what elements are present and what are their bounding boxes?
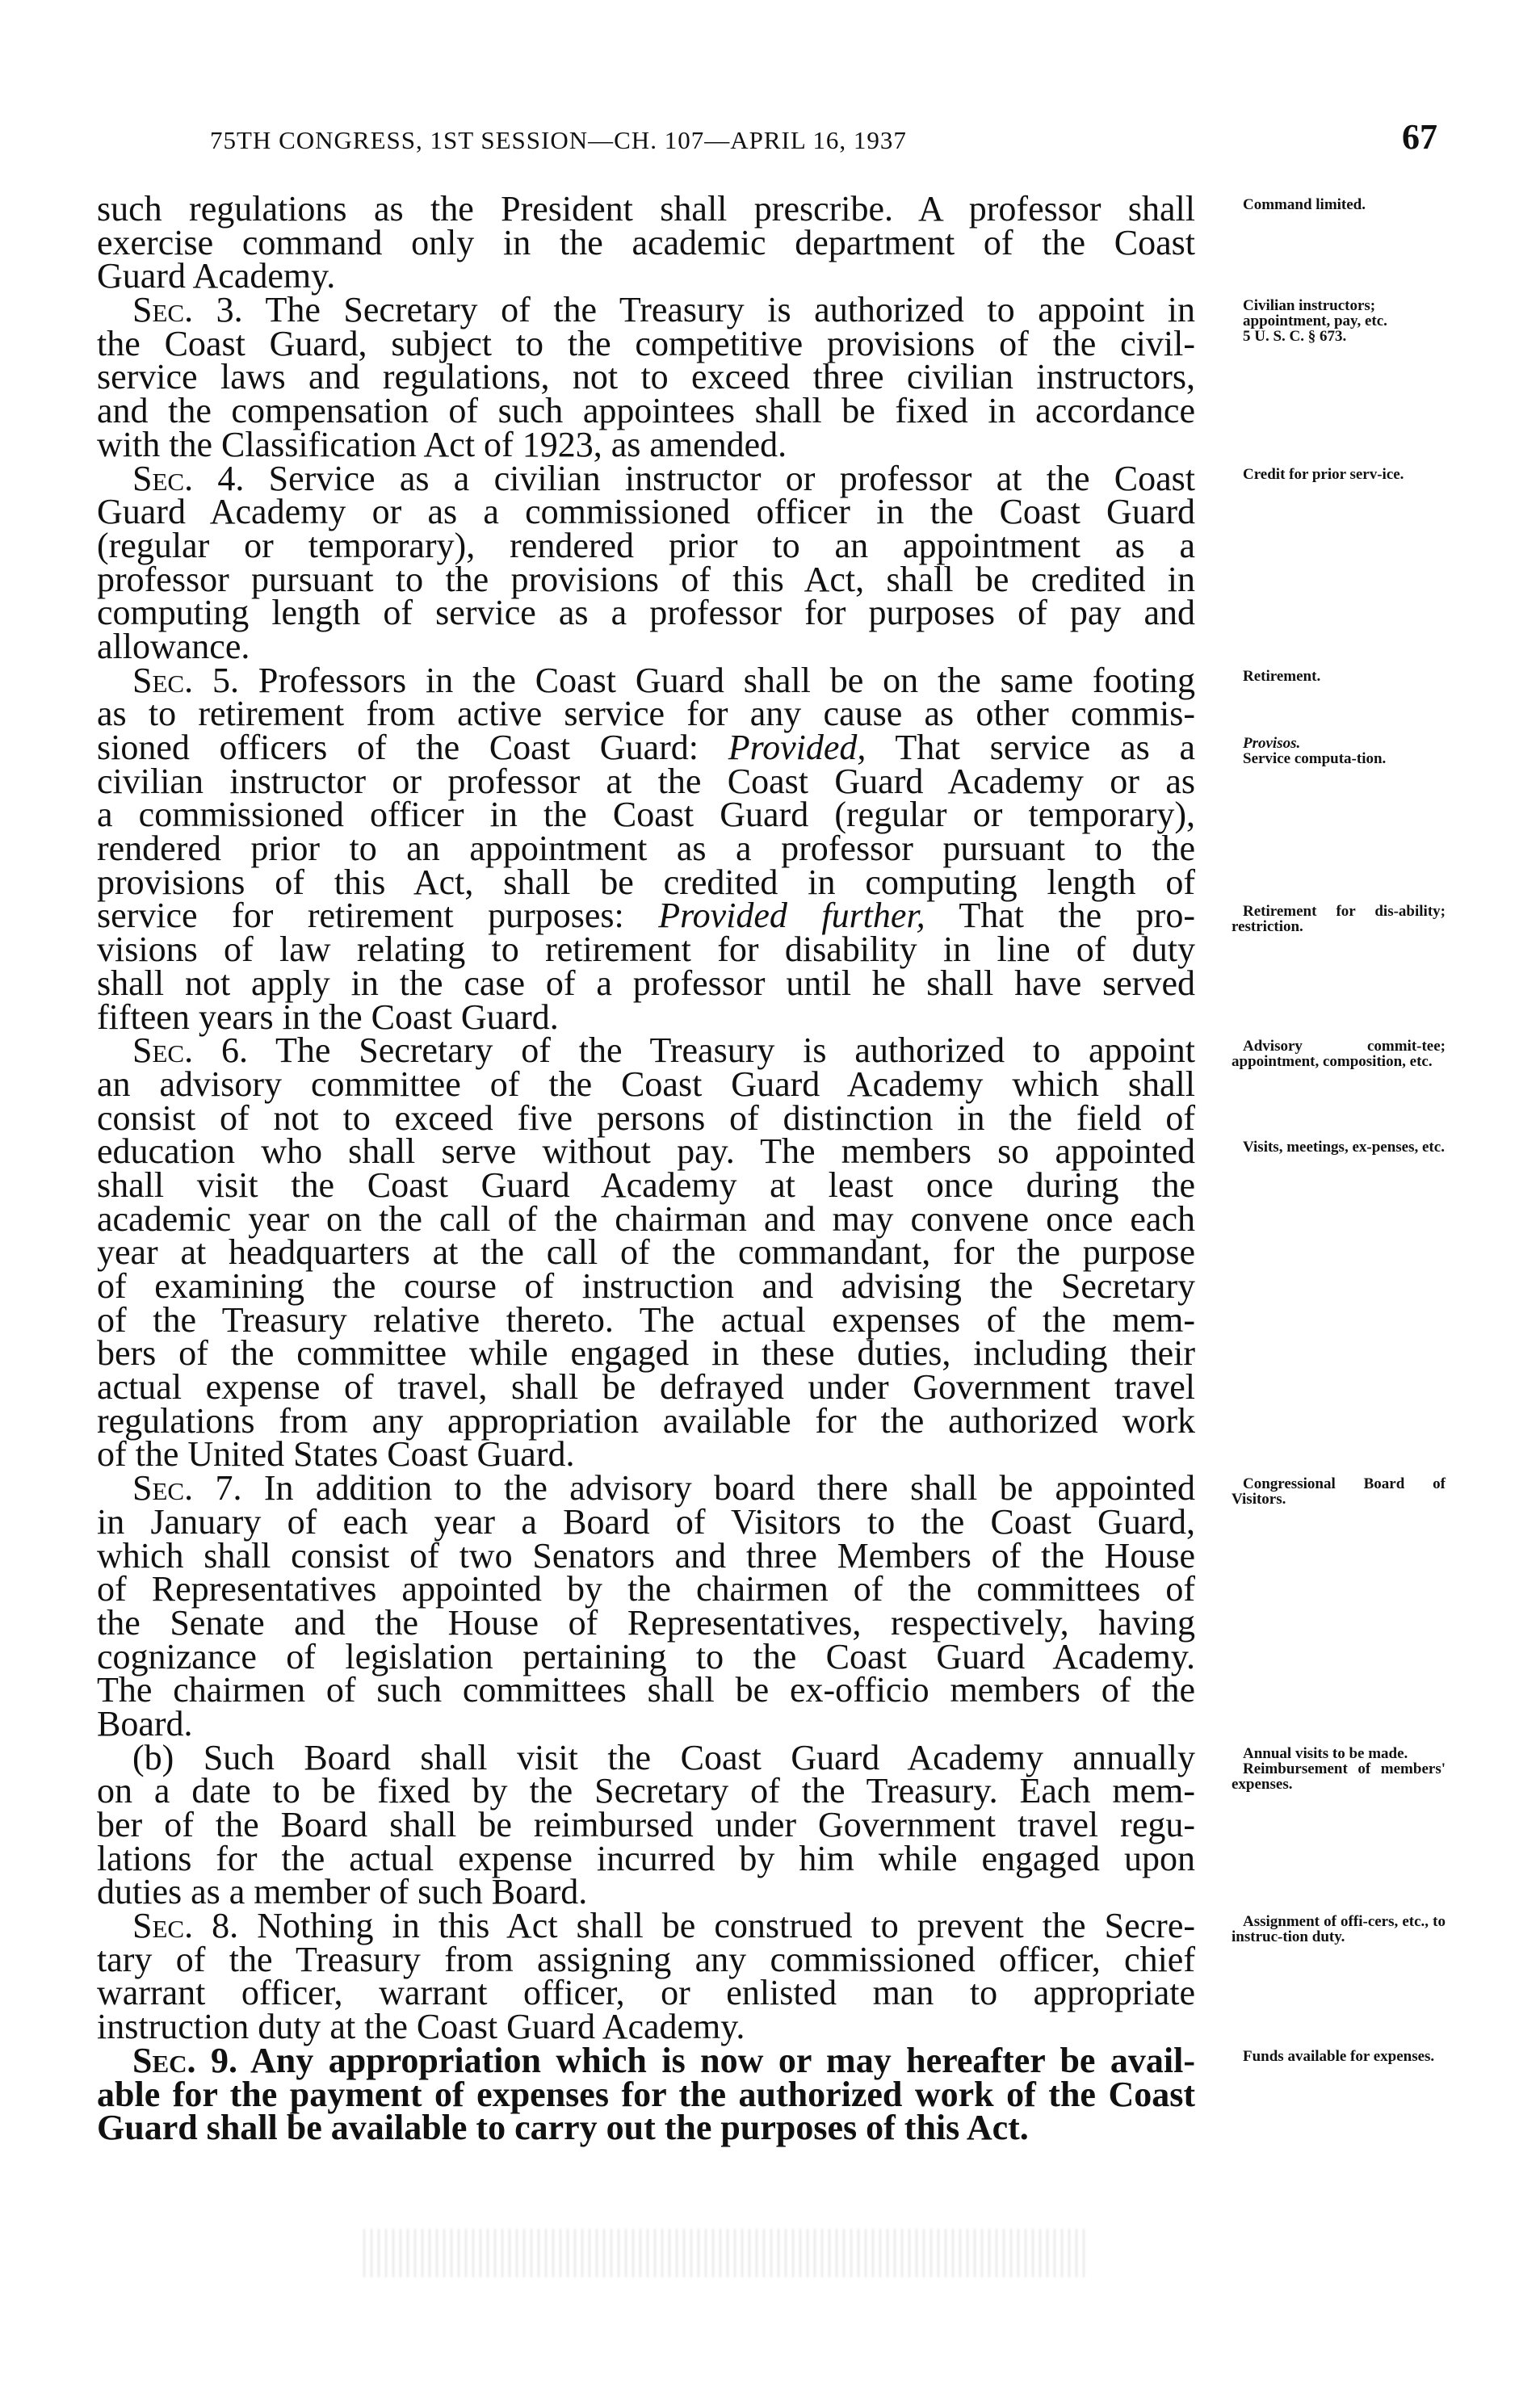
text-run: (b) Such Board shall visit the Coast Guard Academy annually: [132, 1737, 1195, 1777]
text-run: Board.: [97, 1703, 193, 1743]
text-run: lations for the actual expense incurred by him while engaged upon: [97, 1838, 1195, 1878]
text-run: the Coast Guard, subject to the competitive provisions of the civil-: [97, 323, 1195, 363]
text-run: of the Treasury relative thereto. The actual expenses of the mem-: [97, 1299, 1195, 1340]
text-run: That the pro-: [925, 896, 1195, 936]
margin-note: [1232, 904, 1446, 934]
text-line: [97, 1164, 1195, 1205]
text-line: [97, 1805, 1195, 1844]
text-line: [97, 1973, 1195, 2013]
text-run: cognizance of legislation pertaining to the Coast Guard Academy.: [97, 1636, 1195, 1676]
text-run: exercise command only in the academic department of the Coast: [97, 222, 1195, 262]
section-label: Sec.: [132, 290, 194, 330]
text-line: [97, 1400, 1195, 1441]
text-line: [97, 256, 1195, 296]
section-label: Sec.: [132, 1468, 194, 1509]
text-line: [97, 1198, 1195, 1239]
margin-note-text: Reimbursement of members' expenses.: [1232, 1760, 1446, 1793]
text-line: [97, 728, 1387, 767]
text-line: [97, 492, 1195, 532]
text-run: service for retirement purposes:: [97, 896, 659, 936]
text-run: 4. Service as a civilian instructor or professor at the Coast: [193, 458, 1195, 498]
margin-note-text: Assignment of offi-cers, etc., to instruc-tion duty.: [1232, 1913, 1446, 1946]
text-line: [97, 1636, 1195, 1676]
text-run: 6. The Secretary of the Treasury is authorized to appoint: [193, 1030, 1195, 1071]
section-label: Sec.: [132, 2040, 196, 2080]
margin-note-text: Service computa-tion.: [1243, 750, 1387, 767]
text-line: [97, 357, 1195, 397]
text-run: service laws and regulations, not to exceed three civilian instructors,: [97, 357, 1195, 397]
margin-note: [1232, 197, 1446, 212]
text-line: [97, 391, 1195, 431]
text-line: [97, 626, 1195, 666]
text-line: [97, 1906, 1446, 1946]
text-run: 8. Nothing in this Act shall be construed to prevent the Secre-: [193, 1906, 1195, 1946]
text-run: ber of the Board shall be reimbursed under Government travel regu-: [97, 1805, 1195, 1844]
text-run: of examining the course of instruction and advising the Secretary: [97, 1266, 1195, 1306]
section-label: Sec.: [132, 660, 194, 700]
text-line: [97, 1299, 1195, 1340]
margin-note: [1232, 1476, 1446, 1507]
text-run: Guard Academy or as a commissioned officer in the Coast Guard: [97, 492, 1195, 532]
text-run: 9. Any appropriation which is now or may hereafter be avail-: [195, 2040, 1195, 2080]
text-run: Guard Academy.: [97, 256, 336, 296]
text-run: professor pursuant to the provisions of this Act, shall be credited in: [97, 559, 1195, 599]
text-run: actual expense of travel, shall be defrayed under Government travel: [97, 1367, 1195, 1408]
text-run: computing length of service as a professor for purposes of pay and: [97, 593, 1195, 633]
text-line: [97, 458, 1404, 498]
text-line: [97, 1468, 1446, 1509]
margin-note-text: Credit for prior serv-ice.: [1243, 465, 1404, 483]
text-run: 3. The Secretary of the Treasury is authorized to appoint in: [193, 290, 1195, 330]
text-line: [97, 829, 1195, 869]
running-header: [97, 117, 1437, 162]
section-label: Sec.: [132, 1906, 194, 1946]
text-run: provisions of this Act, shall be credited in computing length of: [97, 862, 1195, 902]
text-line: [97, 1602, 1195, 1643]
text-line: [97, 1030, 1446, 1071]
text-run: shall not apply in the case of a professor until he shall have served: [97, 963, 1195, 1003]
text-run: which shall consist of two Senators and three Members of the House: [97, 1535, 1195, 1576]
text-run: (regular or temporary), rendered prior to an appointment as a: [97, 525, 1195, 565]
text-run: of Representatives appointed by the chairmen of the committees of: [97, 1569, 1195, 1609]
text-run: fifteen years in the Coast Guard.: [97, 997, 559, 1037]
header-title: 75TH CONGRESS, 1ST SESSION—CH. 107—APRIL 16, 1937: [210, 126, 907, 154]
text-run: rendered prior to an appointment as a professor pursuant to the: [97, 829, 1195, 869]
text-line: [97, 929, 1195, 970]
text-run: of the United States Coast Guard.: [97, 1434, 575, 1475]
margin-note: [1232, 669, 1446, 684]
text-line: [97, 1670, 1195, 1710]
text-line: [97, 2040, 1435, 2080]
text-run: civilian instructor or professor at the Coast Guard Academy or as: [97, 761, 1195, 801]
text-run: education who shall serve without pay. The members so appointed: [97, 1131, 1195, 1172]
text-line: [97, 1872, 1195, 1912]
text-run: as to retirement from active service for any cause as other commis-: [97, 694, 1195, 734]
statute-text: [97, 189, 1446, 2148]
text-run: sioned officers of the Coast Guard:: [97, 728, 728, 767]
text-run: academic year on the call of the chairman and may convene once each: [97, 1198, 1195, 1239]
margin-note-text: Advisory commit-tee; appointment, composition, etc.: [1232, 1038, 1446, 1071]
text-line: [97, 424, 1195, 464]
text-line: [97, 2007, 1195, 2047]
text-run: Guard shall be available to carry out the purposes of this Act.: [97, 2108, 1029, 2148]
text-run: allowance.: [97, 626, 250, 666]
text-line: [97, 1838, 1195, 1878]
margin-note: [1232, 1039, 1446, 1069]
text-run: instruction duty at the Coast Guard Academy.: [97, 2007, 745, 2047]
margin-note: [1232, 467, 1446, 482]
text-line: [97, 189, 1366, 229]
text-line: [97, 896, 1446, 936]
text-run: consist of not to exceed five persons of distinction in the field of: [97, 1097, 1195, 1138]
text-run: such regulations as the President shall prescribe. A professor shall: [97, 189, 1195, 229]
text-line: [97, 694, 1195, 734]
text-run: The chairmen of such committees shall be ex-officio members of the: [97, 1670, 1195, 1710]
margin-note: [1232, 2049, 1446, 2064]
margin-note-text: Retirement.: [1243, 667, 1321, 685]
text-line: [97, 862, 1195, 902]
text-line: [97, 1266, 1195, 1306]
text-run: That service as a: [866, 728, 1195, 767]
text-run: and the compensation of such appointees shall be fixed in accordance: [97, 391, 1195, 431]
text-run: the Senate and the House of Representatives, respectively, having: [97, 1602, 1195, 1643]
text-line: [97, 1703, 1195, 1743]
text-line: [97, 1232, 1195, 1273]
margin-note-text: appointment, pay, etc.: [1243, 313, 1387, 330]
text-line: [97, 1939, 1195, 1979]
text-line: [97, 761, 1195, 801]
margin-note-text: Retirement for dis-ability; restriction.: [1232, 903, 1446, 936]
text-run: tary of the Treasury from assigning any commissioned officer, chief: [97, 1939, 1195, 1979]
margin-note: [1232, 1746, 1446, 1792]
text-line: [97, 593, 1195, 633]
margin-note: [1232, 1914, 1446, 1945]
text-line: [97, 1501, 1195, 1542]
margin-note-text: Provisos.: [1243, 735, 1301, 752]
text-line: [97, 222, 1195, 262]
margin-note-text: 5 U. S. C. § 673.: [1243, 328, 1347, 346]
margin-note-text: Visits, meetings, ex-penses, etc.: [1243, 1139, 1445, 1156]
margin-note: [1232, 1139, 1446, 1155]
text-run: visions of law relating to retirement for disability in line of duty: [97, 929, 1195, 970]
text-line: [97, 1569, 1195, 1609]
text-line: [97, 963, 1195, 1003]
text-line: [97, 2074, 1195, 2114]
text-line: [97, 1535, 1195, 1576]
margin-note: [1232, 298, 1446, 344]
text-run: duties as a member of such Board.: [97, 1872, 588, 1912]
text-line: [97, 795, 1195, 835]
scan-artifact: [363, 2229, 1090, 2277]
margin-note-text: Funds available for expenses.: [1243, 2047, 1435, 2065]
margin-note-text: Congressional Board of Visitors.: [1232, 1475, 1446, 1509]
text-run: on a date to be fixed by the Secretary of the Treasury. Each mem-: [97, 1771, 1195, 1811]
text-line: [97, 525, 1195, 565]
text-line: [97, 1367, 1195, 1408]
text-run: 5. Professors in the Coast Guard shall be on the same footing: [193, 660, 1195, 700]
text-run: in January of each year a Board of Visitors to the Coast Guard,: [97, 1501, 1195, 1542]
text-run: with the Classification Act of 1923, as amended.: [97, 424, 787, 464]
margin-note-text: Civilian instructors;: [1243, 297, 1376, 315]
text-line: [97, 2108, 1195, 2148]
text-line: [97, 660, 1321, 700]
text-line: [97, 997, 1195, 1037]
margin-note-text: Annual visits to be made.: [1243, 1744, 1408, 1762]
text-run: 7. In addition to the advisory board there shall be appointed: [193, 1468, 1195, 1509]
text-line: [97, 559, 1195, 599]
text-line: [97, 1064, 1195, 1104]
text-line: [97, 1771, 1195, 1811]
text-run: shall visit the Coast Guard Academy at least once during the: [97, 1164, 1195, 1205]
text-line: [97, 1097, 1195, 1138]
text-run: year at headquarters at the call of the commandant, for the purpose: [97, 1232, 1195, 1273]
section-label: Sec.: [132, 458, 194, 498]
text-run: a commissioned officer in the Coast Guard (regular or temporary),: [97, 795, 1195, 835]
text-run: warrant officer, warrant officer, or enlisted man to appropriate: [97, 1973, 1195, 2013]
section-label: Sec.: [132, 1030, 194, 1071]
text-run: an advisory committee of the Coast Guard Academy which shall: [97, 1064, 1195, 1104]
text-run: able for the payment of expenses for the authorized work of the Coast: [97, 2074, 1195, 2114]
page-number: 67: [1402, 117, 1437, 157]
margin-note-text: Command limited.: [1243, 196, 1366, 213]
text-line: [97, 1131, 1445, 1172]
text-line: [97, 323, 1195, 363]
text-run: bers of the committee while engaged in these duties, including their: [97, 1333, 1195, 1374]
text-run: regulations from any appropriation available for the authorized work: [97, 1400, 1195, 1441]
text-line: [97, 1333, 1195, 1374]
text-line: [97, 1434, 1195, 1475]
proviso-italic: Provided,: [728, 728, 867, 767]
margin-note: [1232, 736, 1446, 766]
proviso-italic: Provided further,: [658, 896, 925, 936]
